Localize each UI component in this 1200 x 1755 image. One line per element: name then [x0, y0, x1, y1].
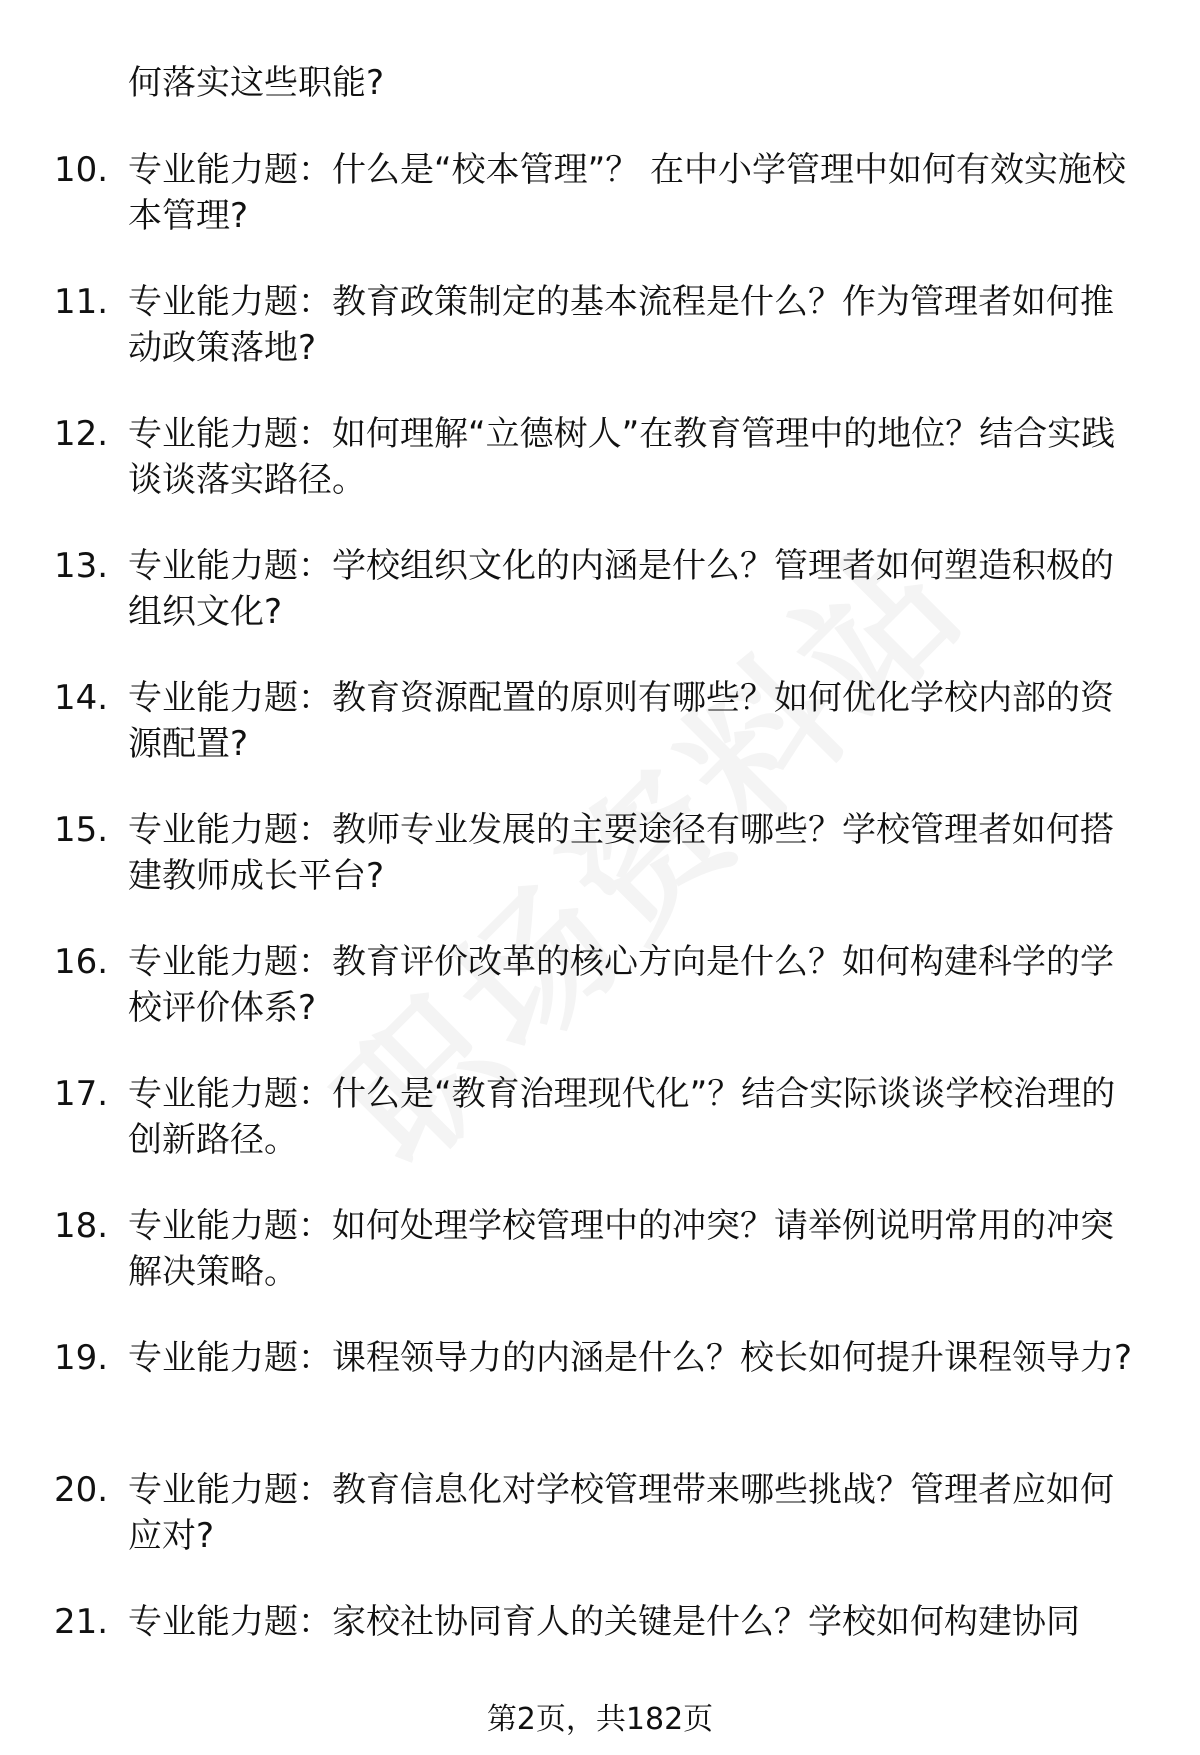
list-item	[0, 1335, 1200, 1467]
question-text: 专业能力题：教育评价改革的核心方向是什么？如何构建科学的学校评价体系?	[128, 942, 1114, 1028]
question-number: 15.	[54, 810, 109, 850]
question-text: 专业能力题：教育资源配置的原则有哪些？如何优化学校内部的资源配置?	[128, 678, 1114, 764]
list-item	[0, 1071, 1200, 1203]
question-text: 专业能力题：什么是“教育治理现代化”？结合实际谈谈学校治理的创新路径。	[128, 1074, 1116, 1160]
question-number: 16.	[54, 942, 109, 982]
question-number: 13.	[54, 546, 109, 586]
question-list	[0, 147, 1200, 1731]
question-text: 专业能力题：教育政策制定的基本流程是什么？作为管理者如何推动政策落地?	[128, 282, 1114, 368]
list-item	[0, 939, 1200, 1071]
list-item	[0, 411, 1200, 543]
question-number: 12.	[54, 414, 109, 454]
question-text: 专业能力题：如何处理学校管理中的冲突？请举例说明常用的冲突解决策略。	[128, 1206, 1114, 1292]
question-number: 19.	[54, 1338, 109, 1378]
continuation-text: 何落实这些职能?	[128, 63, 385, 103]
question-text: 专业能力题：课程领导力的内涵是什么？校长如何提升课程领导力?	[128, 1338, 1133, 1378]
question-text: 专业能力题：教师专业发展的主要途径有哪些？学校管理者如何搭建教师成长平台?	[128, 810, 1114, 896]
page-footer: 第2页，共182页	[486, 1702, 714, 1737]
list-item	[0, 279, 1200, 411]
question-text: 专业能力题：什么是“校本管理”？ 在中小学管理中如何有效实施校本管理?	[128, 150, 1127, 236]
question-number: 20.	[54, 1470, 109, 1510]
question-number: 11.	[54, 282, 109, 322]
question-text: 专业能力题：家校社协同育人的关键是什么？学校如何构建协同	[128, 1602, 1080, 1642]
question-text: 专业能力题：学校组织文化的内涵是什么？管理者如何塑造积极的组织文化?	[128, 546, 1114, 632]
list-item	[0, 675, 1200, 807]
list-item	[0, 807, 1200, 939]
question-text: 专业能力题：如何理解“立德树人”在教育管理中的地位？结合实践谈谈落实路径。	[128, 414, 1116, 500]
list-item	[0, 543, 1200, 675]
question-text: 专业能力题：教育信息化对学校管理带来哪些挑战？管理者应如何应对?	[128, 1470, 1114, 1556]
question-number: 18.	[54, 1206, 109, 1246]
list-item	[0, 1203, 1200, 1335]
question-number: 14.	[54, 678, 109, 718]
list-item	[0, 147, 1200, 279]
list-item	[0, 1467, 1200, 1599]
question-number: 17.	[54, 1074, 109, 1114]
question-number: 21.	[54, 1602, 109, 1642]
question-number: 10.	[54, 150, 109, 190]
